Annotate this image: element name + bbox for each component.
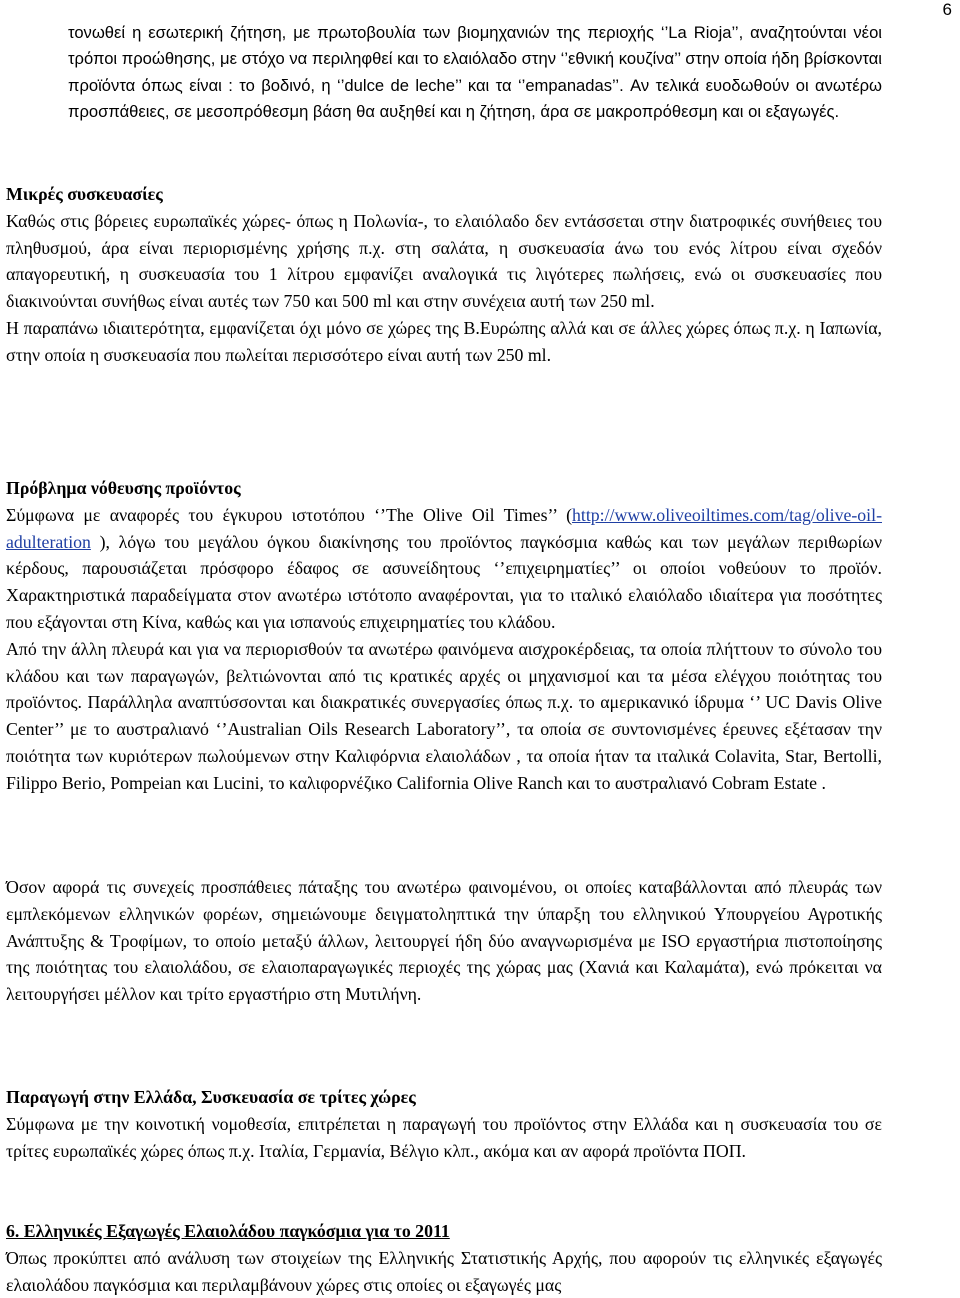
- section-production-greece: [6, 1084, 882, 1164]
- paragraph: [6, 502, 882, 636]
- paragraph: Η παραπάνω ιδιαιτερότητα, εμφανίζεται όχι μόνο σε χώρες της Β.Ευρώπης αλλά και σε άλλες χώρες όπως π.χ. η Ιαπωνία, στην οποία η συσκευασία που πωλείται περισσότερο είναι αυτή των 250 ml.: [6, 317, 882, 365]
- paragraph-text: Σύμφωνα με αναφορές του έγκυρου ιστοτόπου ‘’The Olive Oil Times’’ (: [6, 504, 573, 525]
- paragraph: Όπως προκύπτει από ανάλυση των στοιχείων της Ελληνικής Στατιστικής Αρχής, που αφορούν τις ελληνικές εξαγωγές ελαιολάδου παγκόσμια και περιλαμβάνουν χώρες στις οποίες οι εξαγωγές μας: [6, 1247, 882, 1295]
- page-number: 6: [942, 0, 952, 19]
- paragraph: Όσον αφορά τις συνεχείς προσπάθειες πάταξης του ανωτέρω φαινομένου, οι οποίες καταβάλλονται από πλευράς των εμπλεκόμενων ελληνικών φορέων, σημειώνουμε δειγματοληπτικά την ύπαρξη του ελληνικού Υπουργείου Αγροτικής Ανάπτυξης & Τροφίμων, το οποίο μεταξύ άλλων, λειτουργεί ήδη δύο αναγνωρισμένα με ISO εργαστήρια πιστοποίησης της ποιότητας του ελαιολάδου, σε ελαιοπαραγωγικές περιοχές της χώρας μας (Χανιά και Καλαμάτα), ενώ πρόκειται να λειτουργήσει μέλλον και τρίτο εργαστήριο στη Μυτιλήνη.: [6, 877, 882, 1005]
- section-heading: Παραγωγή στην Ελλάδα, Συσκευασία σε τρίτες χώρες: [6, 1087, 416, 1107]
- section-small-packaging: [6, 181, 882, 369]
- section-heading: Μικρές συσκευασίες: [6, 184, 163, 204]
- section-exports: [6, 1218, 882, 1298]
- section-greek-efforts: [6, 874, 882, 1008]
- section-adulteration: [6, 475, 882, 797]
- paragraph-text: ), λόγω του μεγάλου όγκου διακίνησης του προϊόντος παγκόσμια καθώς και των μεγάλων περιθωρίων κέρδους, παρουσιάζεται πρόσφορο έδαφος σε ασυνείδητους ‘’επιχειρηματίες’’ οι οποίοι νοθεύουν το προϊόν. Χαρακτηριστικά παραδείγματα στον ανωτέρω ιστότοπο αναφέρονται, για το ιταλικό ελαιόλαδο ιδιαίτερα για ποσότητες που εξάγονται στη Κίνα, καθώς και για ισπανούς επιχειρηματίες του κλάδου.: [6, 531, 882, 632]
- paragraph: Από την άλλη πλευρά και για να περιορισθούν τα ανωτέρω φαινόμενα αισχροκέρδειας, τα οποία πλήττουν το σύνολο του κλάδου και των παραγωγών, βελτιώνονται από τις κρατικές αρχές οι μηχανισμοί και τα μέσα ελέγχου ποιότητας του προϊόντος. Παράλληλα αναπτύσσονται και διακρατικές συνεργασίες όπως π.χ. το αμερικανικό ίδρυμα ‘’ UC Davis Olive Center’’ με το αυστραλιανό ‘’Australian Oils Research Laboratory’’, τα οποία σε συντονισμένες έρευνες εξέτασαν την ποιότητα των κυριότερων πωλούμενων στην Καλιφόρνια ελαιολάδων , τα οποία ήταν τα ιταλικά Colavita, Star, Bertolli, Filippo Berio, Pompeian και Lucini, το καλιφορνέζικο California Olive Ranch και το αυστραλιανό Cobram Estate .: [6, 638, 882, 793]
- paragraph: Καθώς στις βόρειες ευρωπαϊκές χώρες- όπως η Πολωνία-, το ελαιόλαδο δεν εντάσσεται στην διατροφικές συνήθειες του πληθυσμού, άρα είναι περιορισμένης χρήσης π.χ. στη σαλάτα, η συσκευασία άνω του ενός λίτρου είναι σχεδόν απαγορευτική, η συσκευασία του 1 λίτρου εμφανίζει αναλογικά τις λιγότερες πωλήσεις, ενώ οι συσκευασίες που διακινούνται συνήθως είναι αυτές των 750 και 500 ml και στην συνέχεια αυτή των 250 ml.: [6, 210, 882, 312]
- paragraph: Σύμφωνα με την κοινοτική νομοθεσία, επιτρέπεται η παραγωγή του προϊόντος στην Ελλάδα και η συσκευασία του σε τρίτες ευρωπαϊκές χώρες όπως π.χ. Ιταλία, Γερμανία, Βέλγιο κλπ., ακόμα και αν αφορά προϊόντα ΠΟΠ.: [6, 1113, 882, 1161]
- olive-oil-times-link[interactable]: http://www.oliveoiltimes.com/tag/olive-oil-adulteration: [6, 504, 882, 552]
- intro-paragraph: τονωθεί η εσωτερική ζήτηση, με πρωτοβουλία των βιομηχανιών της περιοχής ‘’La Rioja’’, αναζητούνται νέοι τρόποι προώθησης, με στόχο να περιληφθεί και το ελαιόλαδο στην ‘’εθνική κουζίνα’’ στην οποία ήδη βρίσκονται προϊόντα όπως είναι : το βοδινό, η ‘’dulce de leche’’ και τα ‘’empanadas’’. Αν τελικά ευοδωθούν οι ανωτέρω προσπάθειες, σε μεσοπρόθεσμη βάση θα αυξηθεί και η ζήτηση, άρα σε μακροπρόθεσμη και οι εξαγωγές.: [68, 23, 882, 122]
- section-heading: Πρόβλημα νόθευσης προϊόντος: [6, 478, 241, 498]
- section-heading: 6. Ελληνικές Εξαγωγές Ελαιολάδου παγκόσμια για το 2011: [6, 1221, 450, 1241]
